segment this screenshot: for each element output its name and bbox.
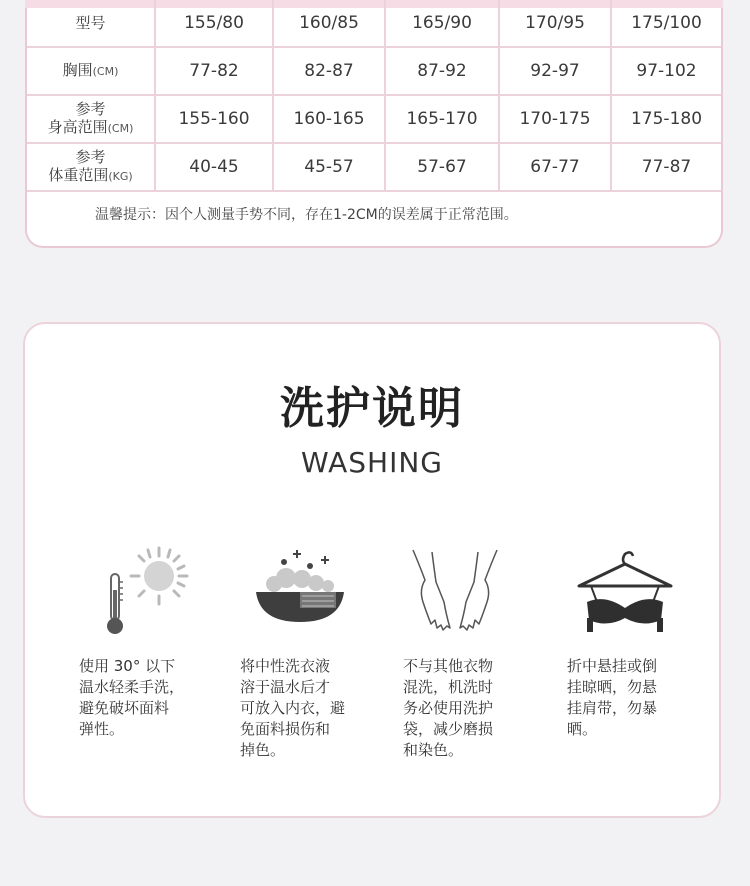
hands-icon: [405, 546, 505, 636]
table-cell: 87-92: [385, 47, 499, 95]
size-table: [27, 0, 721, 192]
table-cell: 175/100: [611, 0, 721, 47]
row-label-weight: 参考 体重范围(KG): [27, 143, 155, 191]
table-cell: 77-82: [155, 47, 273, 95]
row-label-model: 型号: [27, 0, 155, 47]
table-cell: 160-165: [273, 95, 385, 143]
washing-subtitle: WASHING: [300, 446, 444, 479]
table-row-model: [27, 0, 721, 47]
instruction-text: 使用 30° 以下 温水轻柔手洗， 避免破坏面料 弹性。: [79, 657, 185, 738]
instruction-1-text: [79, 656, 209, 740]
instruction-text: 不与其他衣物 混洗，机洗时 务必使用洗护 袋，减少磨损 和染色。: [403, 657, 494, 759]
table-cell: 155-160: [155, 95, 273, 143]
table-cell: 165/90: [385, 0, 499, 47]
washing-title: 洗护说明: [280, 383, 464, 434]
instruction-3-text: [403, 656, 533, 761]
table-cell: 97-102: [611, 47, 721, 95]
wash-basin-icon: [250, 546, 350, 636]
table-cell: 82-87: [273, 47, 385, 95]
instruction-2-text: [240, 656, 370, 761]
size-chart-card: [25, 0, 723, 248]
table-cell: 92-97: [499, 47, 611, 95]
instruction-4-text: [567, 656, 697, 740]
table-row-height: [27, 95, 721, 143]
table-cell: 165-170: [385, 95, 499, 143]
instruction-text: 折中悬挂或倒 挂晾晒，勿悬 挂肩带，勿暴 晒。: [567, 657, 658, 738]
table-cell: 175-180: [611, 95, 721, 143]
table-cell: 77-87: [611, 143, 721, 191]
table-cell: 155/80: [155, 0, 273, 47]
instruction-text: 将中性洗衣液 溶于温水后才 可放入内衣，避 免面料损伤和 掉色。: [240, 657, 346, 759]
table-cell: 57-67: [385, 143, 499, 191]
size-tip-note: 温馨提示：因个人测量手势不同，存在1-2CM的误差属于正常范围。: [95, 207, 518, 223]
table-cell: 170/95: [499, 0, 611, 47]
row-label-height: 参考 身高范围(CM): [27, 95, 155, 143]
table-cell: 45-57: [273, 143, 385, 191]
thermometer-sun-icon: [99, 546, 199, 636]
table-row-weight: [27, 143, 721, 191]
table-cell: 67-77: [499, 143, 611, 191]
table-cell: 40-45: [155, 143, 273, 191]
table-cell: 170-175: [499, 95, 611, 143]
washing-card: [23, 322, 721, 818]
bra-hanger-icon: [575, 546, 675, 636]
table-row-bust: [27, 47, 721, 95]
row-label-bust: 胸围(CM): [27, 47, 155, 95]
table-cell: 160/85: [273, 0, 385, 47]
